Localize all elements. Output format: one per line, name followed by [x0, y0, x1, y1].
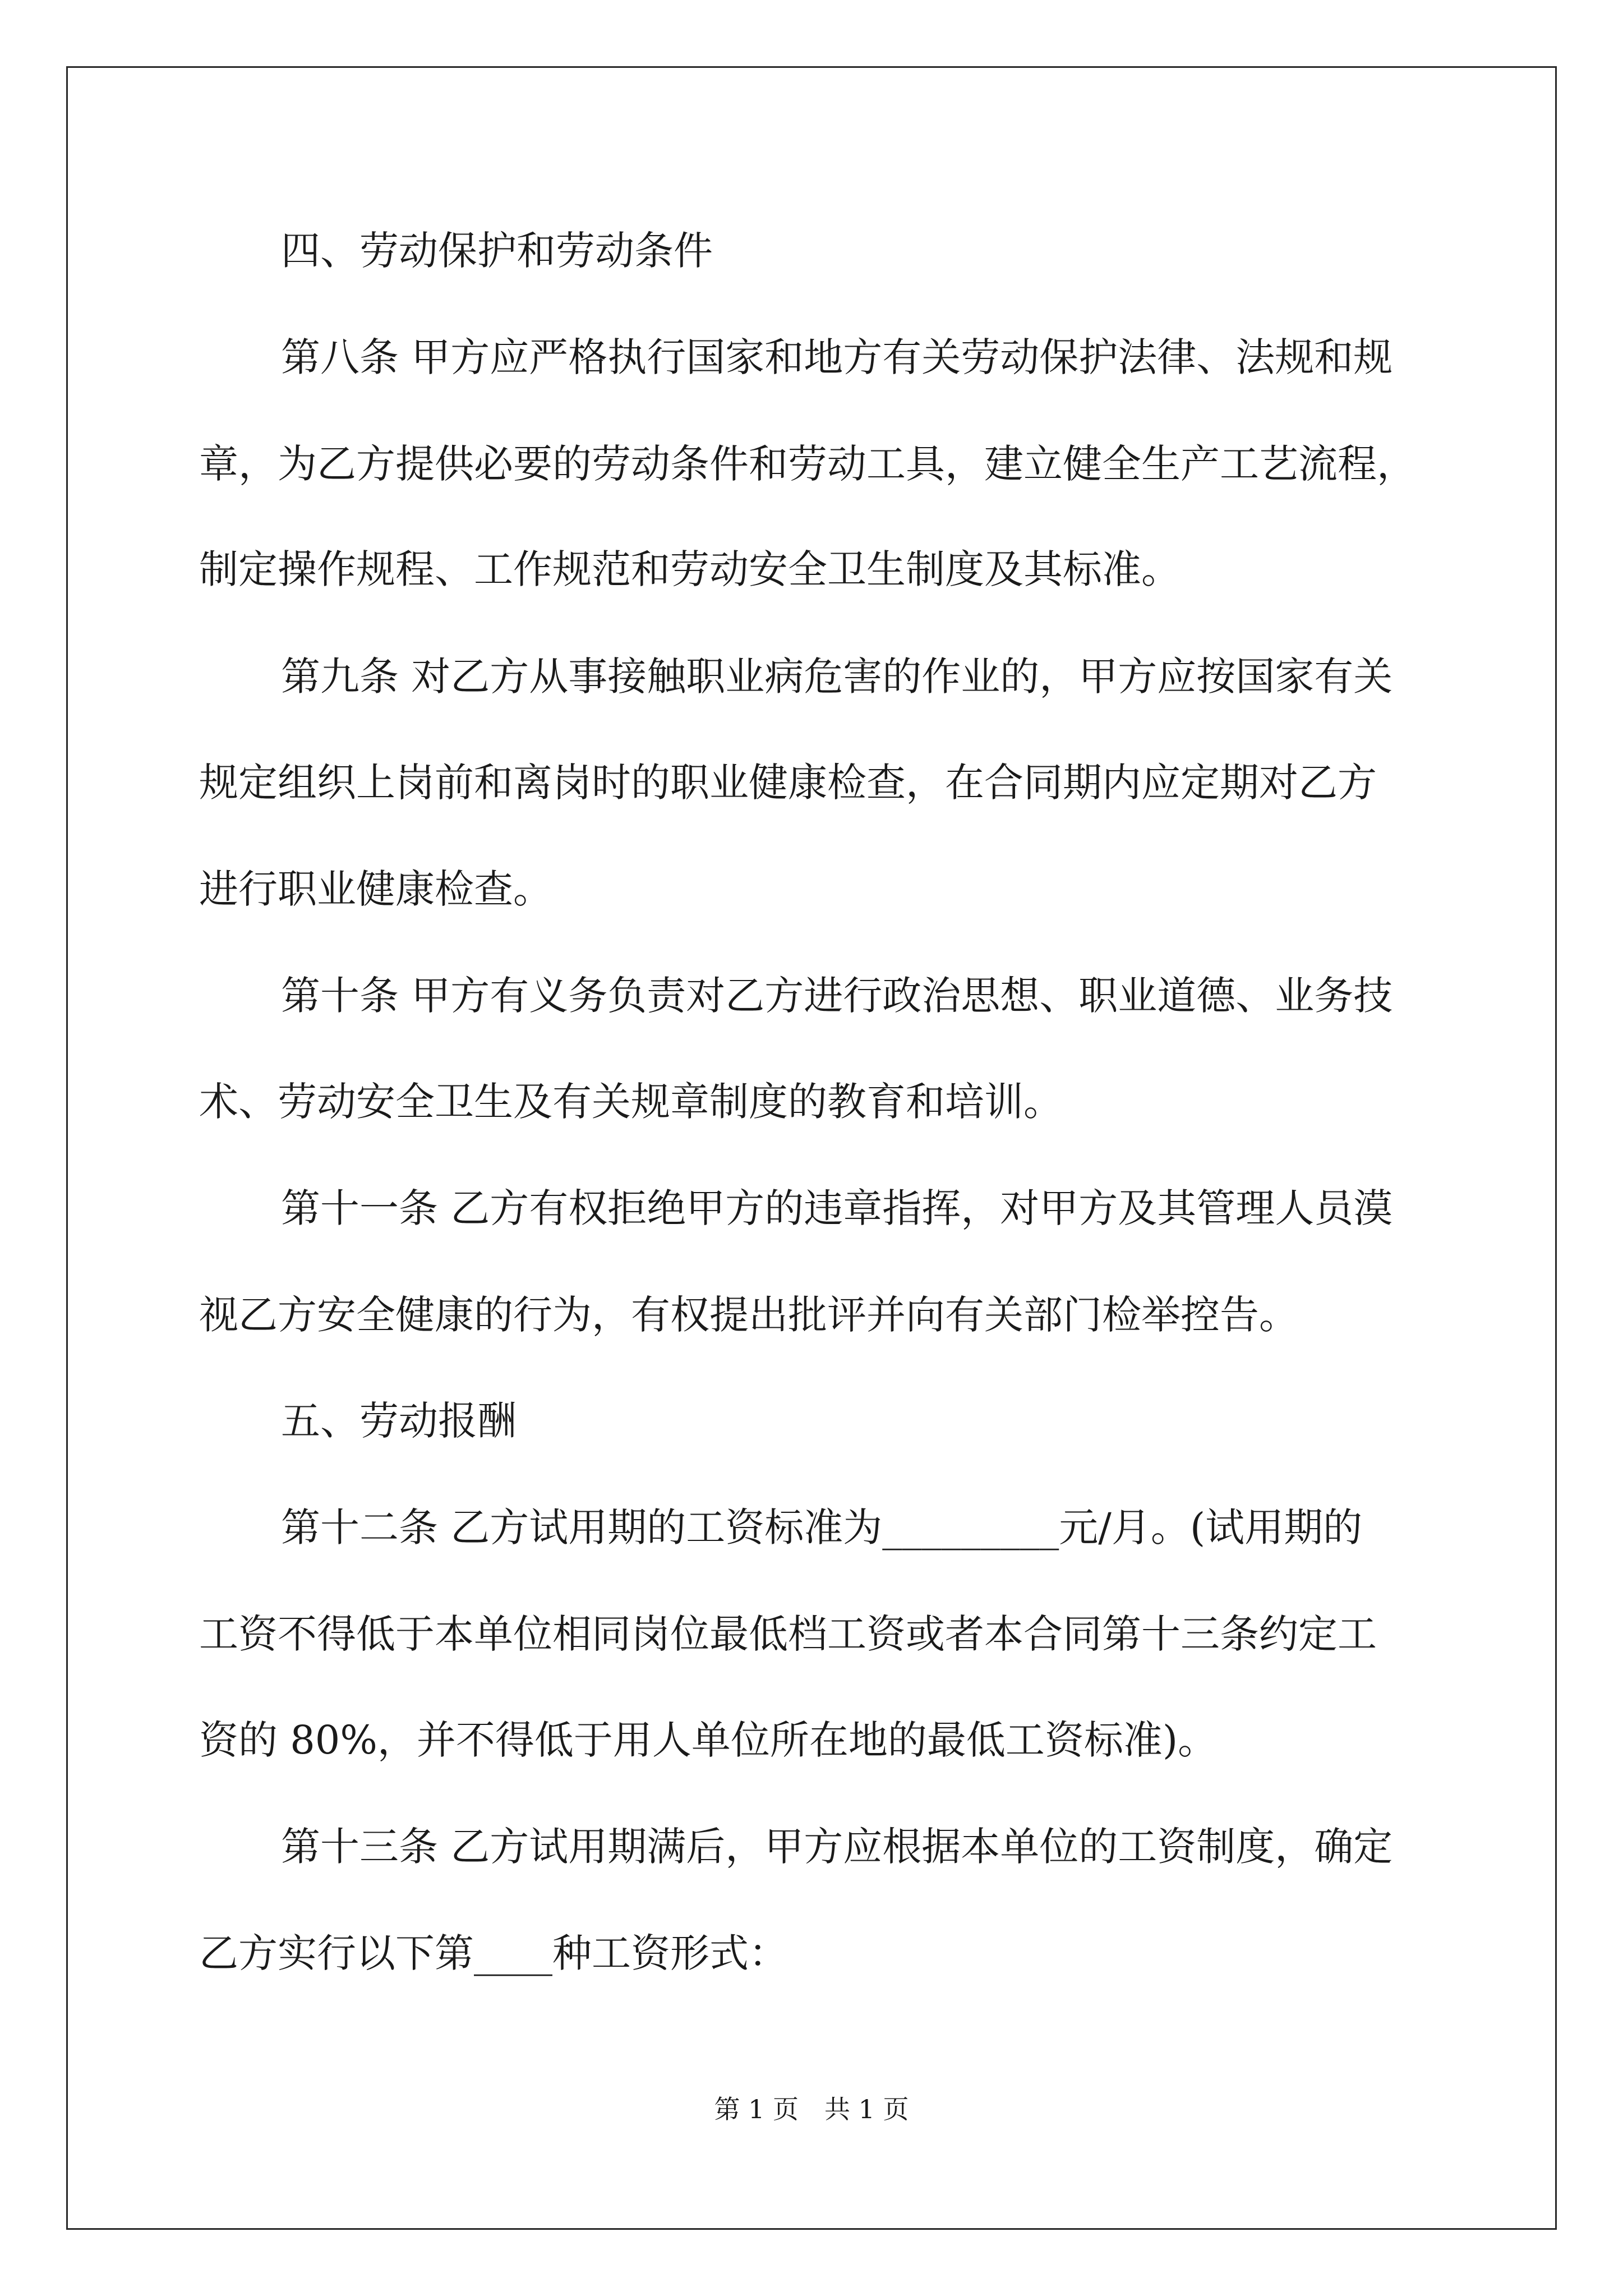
section-heading: 四、劳动保护和劳动条件: [281, 228, 713, 274]
paragraph-line: 规定组织上岗前和离岗时的职业健康检查，在合同期内应定期对乙方: [199, 760, 1377, 806]
paragraph-line: 视乙方安全健康的行为，有权提出批评并向有关部门检举控告。: [199, 1292, 1298, 1338]
page-number-footer: 第 1 页 共 1 页: [714, 2094, 909, 2124]
paragraph-line: 资的 80%，并不得低于用人单位所在地的最低工资标准)。: [199, 1717, 1218, 1763]
paragraph-line: 进行职业健康检查。: [199, 866, 552, 912]
paragraph-line: 第十三条 乙方试用期满后，甲方应根据本单位的工资制度，确定: [281, 1824, 1393, 1870]
page-border: [66, 66, 1557, 2230]
paragraph-line: 第九条 对乙方从事接触职业病危害的作业的，甲方应按国家有关: [281, 654, 1393, 700]
paragraph-line: 第十条 甲方有义务负责对乙方进行政治思想、职业道德、业务技: [281, 973, 1393, 1019]
paragraph-line: 章，为乙方提供必要的劳动条件和劳动工具，建立健全生产工艺流程，: [199, 441, 1416, 487]
paragraph-line: 术、劳动安全卫生及有关规章制度的教育和培训。: [199, 1079, 1063, 1125]
paragraph-line: 乙方实行以下第____种工资形式：: [199, 1930, 788, 1976]
paragraph-line: 第十二条 乙方试用期的工资标准为_________元/月。(试用期的: [281, 1504, 1363, 1550]
paragraph-line: 第八条 甲方应严格执行国家和地方有关劳动保护法律、法规和规: [281, 334, 1393, 380]
paragraph-line: 第十一条 乙方有权拒绝甲方的违章指挥，对甲方及其管理人员漠: [281, 1185, 1393, 1231]
paragraph-line: 制定操作规程、工作规范和劳动安全卫生制度及其标准。: [199, 546, 1181, 592]
paragraph-line: 工资不得低于本单位相同岗位最低档工资或者本合同第十三条约定工: [199, 1611, 1377, 1657]
section-heading: 五、劳动报酬: [281, 1398, 517, 1444]
